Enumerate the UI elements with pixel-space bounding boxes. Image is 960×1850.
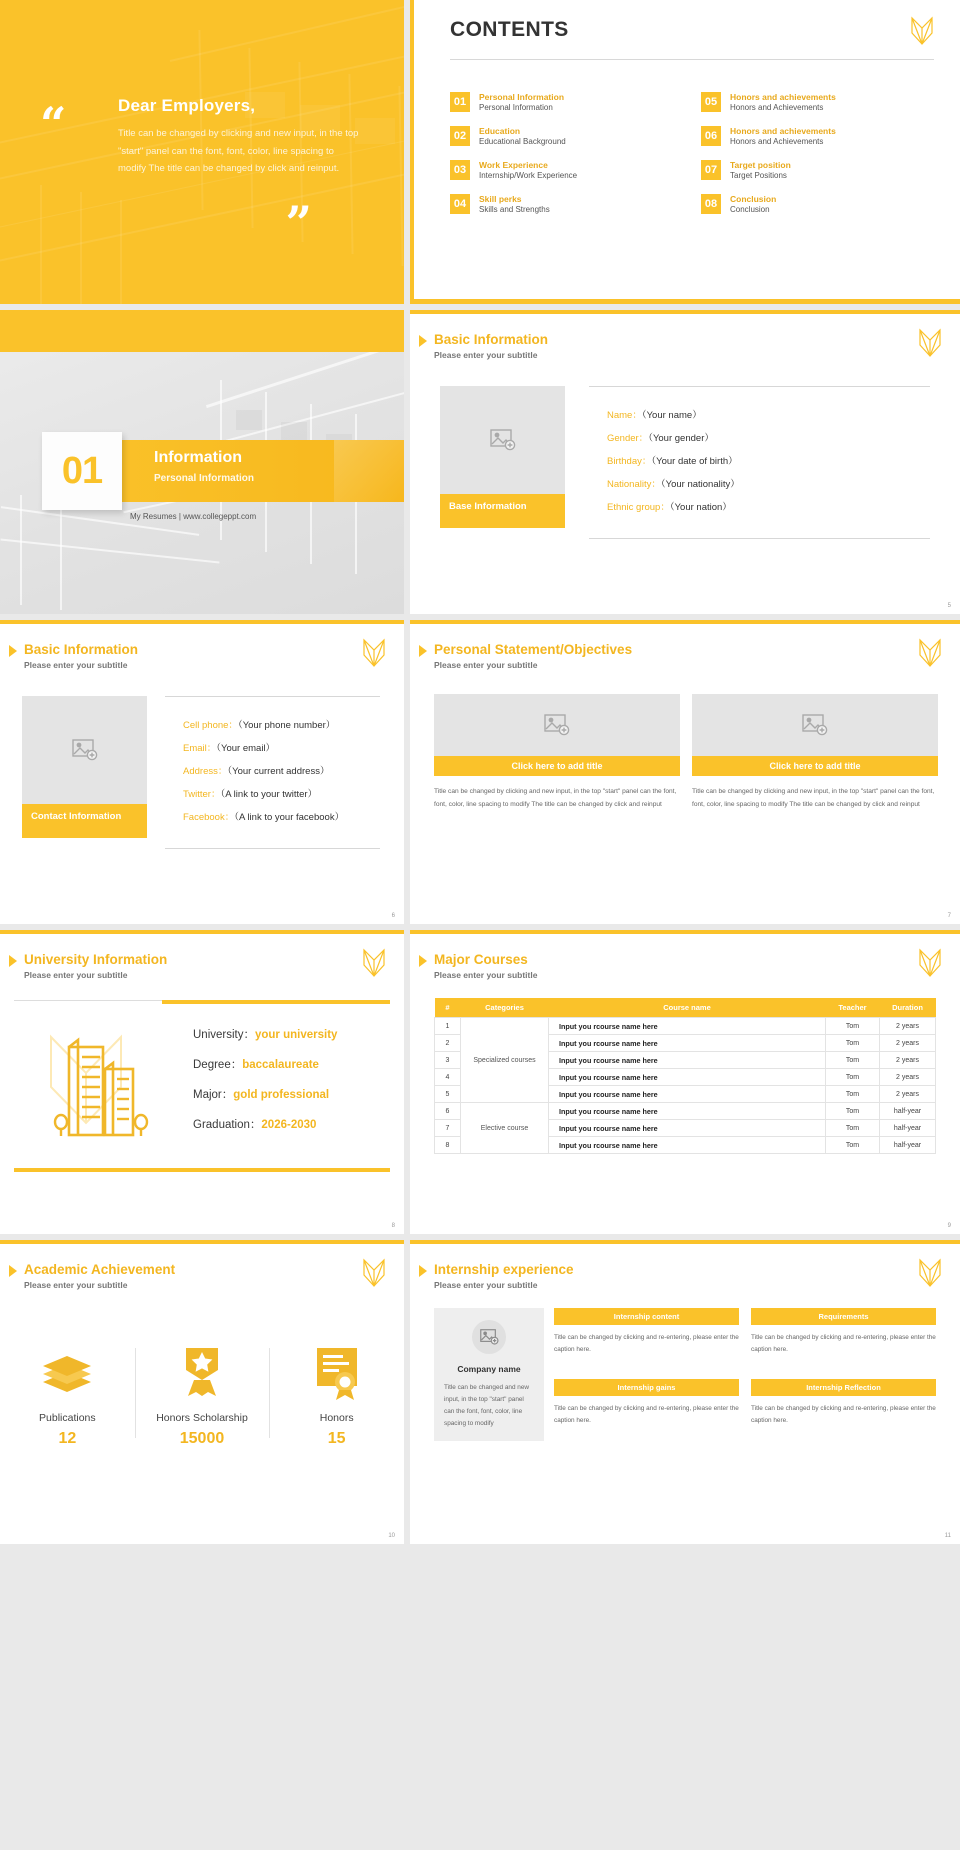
cell-index: 7 <box>435 1120 461 1137</box>
list-bottom-divider <box>165 848 380 849</box>
page-number: 8 <box>391 1223 395 1229</box>
info-row <box>183 763 380 777</box>
triangle-bullet-icon <box>9 1265 17 1277</box>
triangle-bullet-icon <box>419 335 427 347</box>
profile-photo-card[interactable] <box>22 696 147 849</box>
cell-category-elective: Elective course <box>461 1103 549 1154</box>
info-row <box>607 430 930 444</box>
page-title: CONTENTS <box>450 18 569 41</box>
divider-band <box>78 440 404 502</box>
stat-item <box>135 1342 270 1448</box>
cell-teacher: Tom <box>826 1137 880 1154</box>
toc-title: Education <box>479 126 521 137</box>
cell-course-name: Input you rcourse name here <box>549 1120 826 1137</box>
cell-course-name: Input you rcourse name here <box>549 1137 826 1154</box>
toc-title: Personal Information <box>479 92 565 102</box>
statement-card[interactable] <box>434 694 680 811</box>
toc-subtitle: Target Positions <box>730 170 787 180</box>
page-subtitle: Please enter your subtitle <box>434 350 538 360</box>
slide-personal-statement <box>410 620 960 924</box>
toc-item[interactable] <box>701 92 934 113</box>
col-header-categories: Categories <box>461 998 549 1018</box>
page-subtitle: Please enter your subtitle <box>434 1280 538 1290</box>
card-label: Contact Information <box>22 804 147 838</box>
triangle-bullet-icon <box>419 645 427 657</box>
slide-header <box>0 620 404 670</box>
cell-course-name: Input you rcourse name here <box>549 1103 826 1120</box>
toc-number: 06 <box>701 126 721 146</box>
info-label: Email： <box>183 743 217 754</box>
internship-box <box>554 1379 739 1442</box>
info-label: Ethnic group： <box>607 502 670 513</box>
toc-title: Work Experience <box>479 160 548 171</box>
card-caption[interactable]: Click here to add title <box>692 756 938 776</box>
col-header-duration: Duration <box>880 998 936 1018</box>
quote-close-icon: ” <box>285 195 312 250</box>
table-header-row <box>435 998 936 1018</box>
info-row <box>607 453 930 467</box>
company-card <box>434 1308 544 1441</box>
internship-box <box>751 1379 936 1442</box>
cell-course-name: Input you rcourse name here <box>549 1052 826 1069</box>
row-value: 2026-2030 <box>261 1119 317 1131</box>
divider-subtitle: Personal Information <box>154 473 255 484</box>
page-number: 11 <box>944 1533 951 1539</box>
slide-university-information <box>0 930 404 1234</box>
col-header-teacher: Teacher <box>826 998 880 1018</box>
cell-index: 6 <box>435 1103 461 1120</box>
toc-subtitle: Conclusion <box>730 204 770 214</box>
internship-box <box>554 1308 739 1371</box>
stat-value: 15 <box>327 1430 346 1447</box>
cell-course-name: Input you rcourse name here <box>549 1018 826 1035</box>
info-label: Name： <box>607 410 642 421</box>
cell-duration: 2 years <box>880 1086 936 1103</box>
info-row <box>607 499 930 513</box>
cell-duration: 2 years <box>880 1018 936 1035</box>
list-bottom-divider <box>589 538 930 539</box>
university-list <box>193 1026 390 1146</box>
toc-item[interactable] <box>450 160 683 181</box>
info-row <box>607 476 930 490</box>
stat-name: Publications <box>39 1412 96 1424</box>
cell-duration: half-year <box>880 1103 936 1120</box>
certificate-icon <box>275 1342 398 1400</box>
stat-name: Honors Scholarship <box>156 1412 248 1424</box>
page-title: Basic Information <box>24 642 139 657</box>
box-header: Internship Reflection <box>751 1379 936 1396</box>
university-row <box>193 1086 390 1102</box>
stat-name: Honors <box>319 1412 354 1424</box>
toc-subtitle: Internship/Work Experience <box>479 170 578 180</box>
info-label: Birthday： <box>607 456 652 467</box>
cell-teacher: Tom <box>826 1052 880 1069</box>
cell-index: 5 <box>435 1086 461 1103</box>
internship-boxes <box>554 1308 936 1441</box>
page-title: Basic Information <box>434 332 549 347</box>
box-header: Requirements <box>751 1308 936 1325</box>
panel-bottom-accent <box>14 1168 390 1172</box>
card-caption[interactable]: Click here to add title <box>434 756 680 776</box>
leaf-logo-icon <box>918 638 942 673</box>
page-title: University Information <box>24 952 168 967</box>
statement-card[interactable] <box>692 694 938 811</box>
box-body: Title can be changed by clicking and re-entering, please enter the caption here. <box>554 1334 739 1354</box>
info-value: （Your name） <box>641 410 702 421</box>
toc-subtitle: Personal Information <box>479 102 553 112</box>
triangle-bullet-icon <box>419 1265 427 1277</box>
achievement-stats <box>0 1342 404 1448</box>
cell-teacher: Tom <box>826 1086 880 1103</box>
cover-quote-block <box>40 96 374 250</box>
company-name: Company name <box>457 1364 521 1374</box>
triangle-bullet-icon <box>9 955 17 967</box>
box-header: Internship content <box>554 1308 739 1325</box>
cell-course-name: Input you rcourse name here <box>549 1069 826 1086</box>
toc-item[interactable] <box>450 126 683 147</box>
toc-subtitle: Educational Background <box>479 136 566 146</box>
toc-item[interactable] <box>450 194 683 215</box>
box-body: Title can be changed by clicking and re-entering, please enter the caption here. <box>554 1404 739 1425</box>
info-label: Cell phone： <box>183 720 238 731</box>
cell-index: 3 <box>435 1052 461 1069</box>
toc-title: Conclusion <box>730 194 777 205</box>
divider-number: 01 <box>61 449 103 492</box>
box-body: Title can be changed by clicking and re-entering, please enter the caption here. <box>751 1404 936 1425</box>
slide-header <box>0 1240 404 1290</box>
info-row <box>183 786 380 800</box>
university-row <box>193 1056 390 1072</box>
slide-header <box>410 620 960 670</box>
slide-header <box>0 930 404 980</box>
cell-duration: 2 years <box>880 1069 936 1086</box>
slide-contact-information <box>0 620 404 924</box>
image-placeholder[interactable] <box>472 1320 506 1354</box>
info-label: Gender： <box>607 433 649 444</box>
info-row <box>607 407 930 421</box>
cell-teacher: Tom <box>826 1035 880 1052</box>
internship-box <box>751 1308 936 1371</box>
divider-credit: My Resumes | www.collegeppt.com <box>130 512 257 521</box>
info-value: （Your current address） <box>227 766 330 777</box>
image-placeholder[interactable] <box>22 696 147 804</box>
info-value: （Your date of birth） <box>651 456 738 467</box>
row-value: your university <box>254 1029 338 1041</box>
info-label: Twitter： <box>183 789 221 800</box>
page-number: 10 <box>388 1533 395 1539</box>
campus-buildings-icon <box>18 1021 193 1151</box>
university-row <box>193 1116 390 1132</box>
toc-number: 05 <box>701 92 721 112</box>
toc-subtitle: Honors and Achievements <box>730 136 824 146</box>
cell-course-name: Input you rcourse name here <box>549 1086 826 1103</box>
triangle-bullet-icon <box>9 645 17 657</box>
info-list <box>589 386 930 539</box>
toc-title: Skill perks <box>479 194 522 205</box>
page-subtitle: Please enter your subtitle <box>24 970 128 980</box>
slide-contents <box>410 0 960 304</box>
stat-item <box>269 1342 404 1448</box>
toc-item[interactable] <box>701 126 934 147</box>
company-description: Title can be changed and new input, in the top "start" panel can the font, font, color, line spacing to modify <box>444 1384 530 1427</box>
leaf-logo-icon <box>918 948 942 983</box>
accent-bottom-bar <box>410 299 960 304</box>
toc-number: 02 <box>450 126 470 146</box>
toc-number: 07 <box>701 160 721 180</box>
toc-subtitle: Honors and Achievements <box>730 102 824 112</box>
info-value: （A link to your twitter） <box>220 789 318 800</box>
leaf-logo-icon <box>362 1258 386 1293</box>
cell-index: 8 <box>435 1137 461 1154</box>
quote-open-icon: “ <box>40 97 67 151</box>
toc-item[interactable] <box>701 194 934 215</box>
table-row <box>435 1103 936 1120</box>
image-placeholder[interactable] <box>440 386 565 494</box>
books-icon <box>6 1342 129 1400</box>
cell-teacher: Tom <box>826 1120 880 1137</box>
card-body: Title can be changed by clicking and new input, in the top "start" panel can the font, font, color, line spacing to modify The title can be changed by click and reinput <box>434 788 677 809</box>
leaf-logo-icon <box>918 1258 942 1293</box>
slide-major-courses <box>410 930 960 1234</box>
divider-title: Information <box>154 449 242 466</box>
slide-internship-experience <box>410 1240 960 1544</box>
cover-body: Title can be changed by clicking and new input, in the top "start" panel can the font, font, color, line spacing to modify The title can be changed by click and reinput. <box>118 128 359 175</box>
card-label: Base Information <box>440 494 565 528</box>
toc-subtitle: Skills and Strengths <box>479 204 550 214</box>
image-placeholder[interactable] <box>434 694 680 756</box>
info-label: Address： <box>183 766 228 777</box>
cell-duration: 2 years <box>880 1052 936 1069</box>
cell-teacher: Tom <box>826 1069 880 1086</box>
info-row <box>183 740 380 754</box>
cell-duration: half-year <box>880 1120 936 1137</box>
page-number: 7 <box>947 913 951 919</box>
slide-cover <box>0 0 404 304</box>
panel-top-accent <box>162 1000 390 1004</box>
info-value: （Your nationality） <box>660 479 740 490</box>
box-body: Title can be changed by clicking and re-entering, please enter the caption here. <box>751 1334 936 1354</box>
page-number: 6 <box>391 913 395 919</box>
stat-item <box>0 1342 135 1448</box>
cell-course-name: Input you rcourse name here <box>549 1035 826 1052</box>
toc-number: 01 <box>450 92 470 112</box>
page-subtitle: Please enter your subtitle <box>434 660 538 670</box>
table-row <box>435 1018 936 1035</box>
info-value: （Your phone number） <box>237 720 336 731</box>
slide-academic-achievement <box>0 1240 404 1544</box>
divider-number-card <box>42 432 122 510</box>
toc-title: Honors and achievements <box>730 92 836 102</box>
toc-title: Honors and achievements <box>730 126 836 137</box>
slide-header <box>410 310 960 360</box>
info-value: （A link to your facebook） <box>234 812 345 823</box>
medal-icon <box>141 1342 264 1400</box>
page-title: Personal Statement/Objectives <box>434 642 633 657</box>
toc-item[interactable] <box>701 160 934 181</box>
divider-top-strip <box>0 310 404 352</box>
page-number: 9 <box>947 1223 951 1229</box>
info-label: Facebook： <box>183 812 235 823</box>
page-number: 5 <box>947 603 951 609</box>
row-label: University： <box>193 1029 255 1041</box>
courses-table <box>434 998 936 1154</box>
university-row <box>193 1026 390 1042</box>
profile-photo-card[interactable] <box>440 386 565 539</box>
cell-duration: half-year <box>880 1137 936 1154</box>
cell-category-specialized: Specialized courses <box>461 1018 549 1103</box>
leaf-logo-icon <box>362 948 386 983</box>
image-placeholder[interactable] <box>692 694 938 756</box>
leaf-logo-icon <box>910 16 934 51</box>
slide-section-divider <box>0 310 404 614</box>
university-panel <box>14 1000 390 1172</box>
stat-value: 15000 <box>179 1430 225 1447</box>
title-divider <box>450 59 934 60</box>
info-value: （Your gender） <box>648 433 714 444</box>
stat-value: 12 <box>58 1430 77 1447</box>
row-label: Major： <box>193 1089 234 1101</box>
slide-basic-information <box>410 310 960 614</box>
col-header-index: # <box>435 998 461 1018</box>
slide-header <box>410 930 960 980</box>
leaf-logo-icon <box>362 638 386 673</box>
cover-heading: Dear Employers, <box>118 96 256 115</box>
cell-index: 2 <box>435 1035 461 1052</box>
page-subtitle: Please enter your subtitle <box>24 660 128 670</box>
toc-list <box>450 92 934 215</box>
row-label: Graduation： <box>193 1119 262 1131</box>
toc-item[interactable] <box>450 92 683 113</box>
leaf-logo-icon <box>918 328 942 363</box>
info-list <box>165 696 380 849</box>
slide-header <box>410 1240 960 1290</box>
cell-index: 1 <box>435 1018 461 1035</box>
row-value: baccalaureate <box>242 1059 319 1071</box>
toc-title: Target position <box>730 160 791 171</box>
card-body: Title can be changed by clicking and new input, in the top "start" panel can the font, font, color, line spacing to modify The title can be changed by click and reinput <box>692 788 935 809</box>
toc-number: 03 <box>450 160 470 180</box>
page-title: Academic Achievement <box>24 1262 176 1277</box>
page-title: Internship experience <box>434 1262 574 1277</box>
box-header: Internship gains <box>554 1379 739 1396</box>
page-title: Major Courses <box>434 952 528 967</box>
page-subtitle: Please enter your subtitle <box>24 1280 128 1290</box>
cell-teacher: Tom <box>826 1018 880 1035</box>
info-row <box>183 809 380 823</box>
info-value: （Your nation） <box>669 502 732 513</box>
cell-teacher: Tom <box>826 1103 880 1120</box>
info-label: Nationality： <box>607 479 661 490</box>
cell-duration: 2 years <box>880 1035 936 1052</box>
row-value: gold professional <box>233 1089 330 1101</box>
info-value: （Your email） <box>216 743 276 754</box>
cell-index: 4 <box>435 1069 461 1086</box>
col-header-course-name: Course name <box>549 998 826 1018</box>
row-label: Degree： <box>193 1059 243 1071</box>
toc-number: 08 <box>701 194 721 214</box>
toc-number: 04 <box>450 194 470 214</box>
page-subtitle: Please enter your subtitle <box>434 970 538 980</box>
info-row <box>183 717 380 731</box>
triangle-bullet-icon <box>419 955 427 967</box>
